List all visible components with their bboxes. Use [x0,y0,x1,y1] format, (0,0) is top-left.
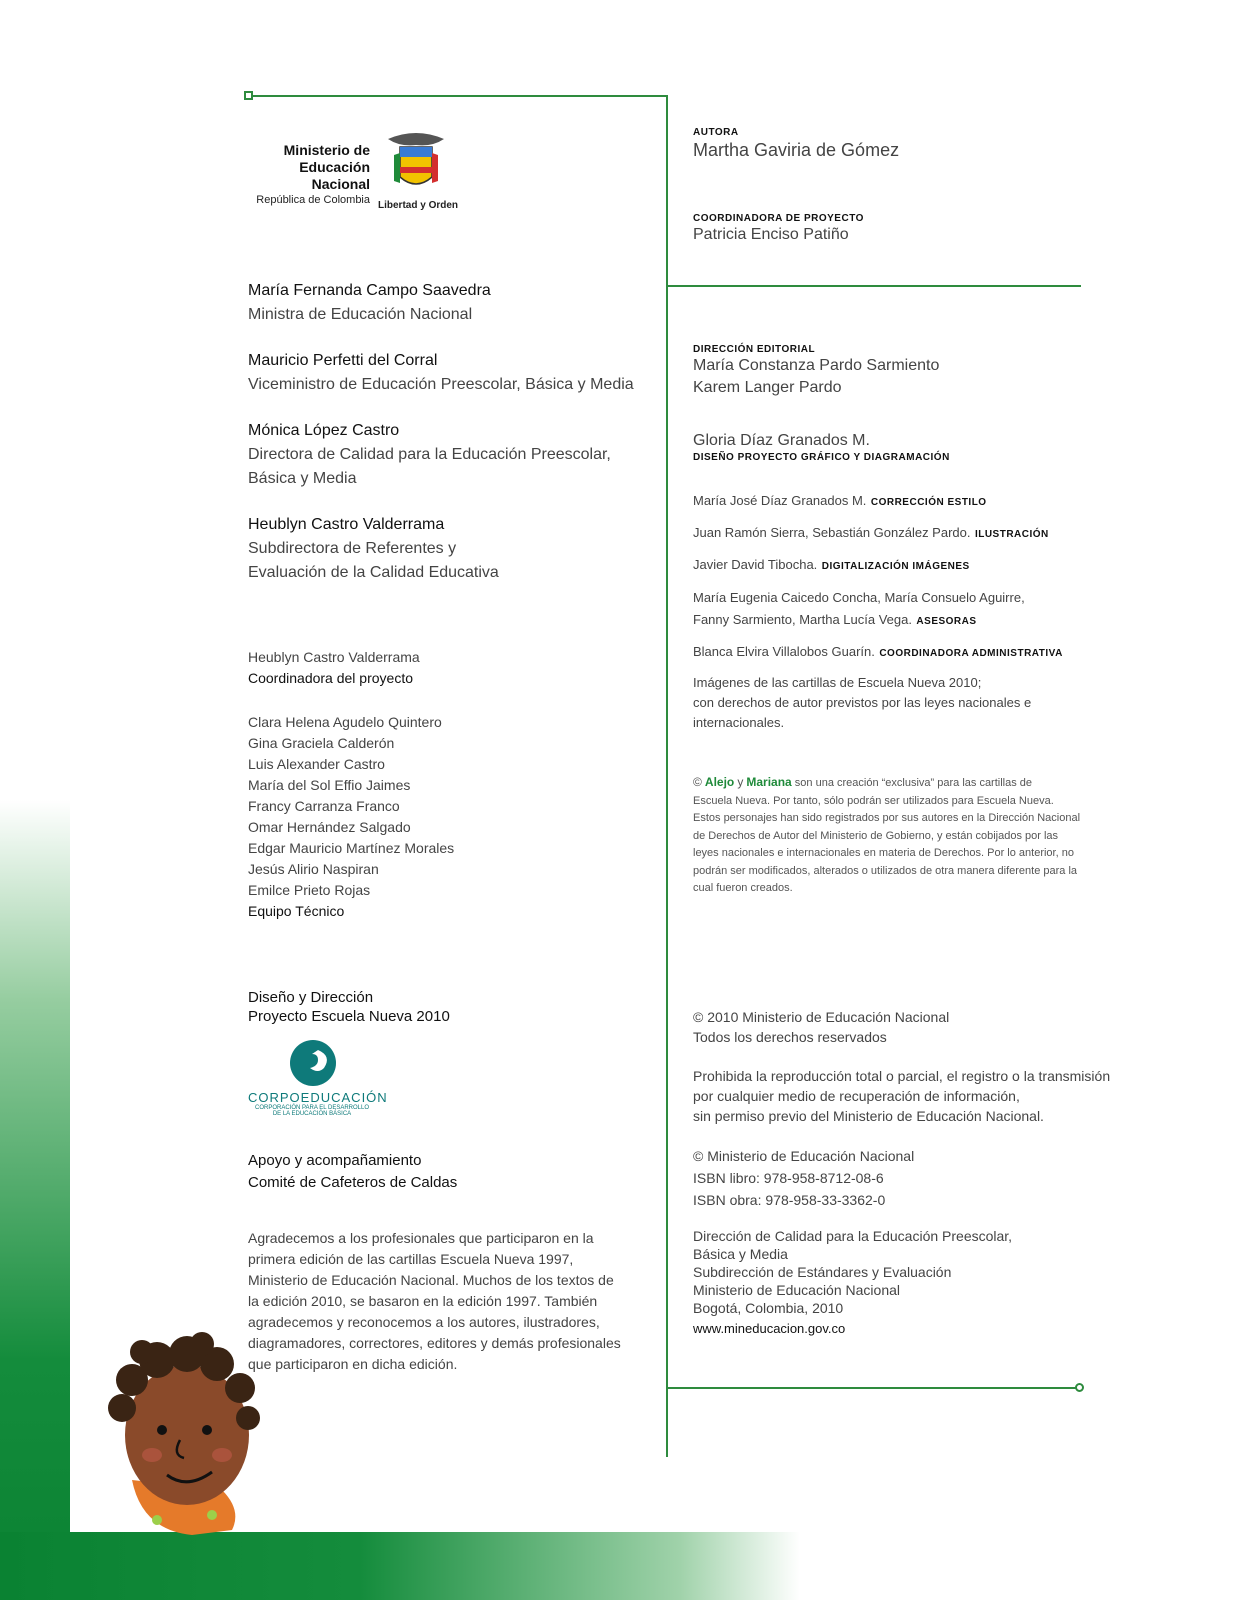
thanks-line: Ministerio de Educación Nacional. Muchos de los textos de [248,1272,614,1288]
grafico-name: Gloria Díaz Granados M. [693,432,870,449]
prohibition-line: sin permiso previo del Ministerio de Educación Nacional. [693,1108,1044,1124]
team-member: Omar Hernández Salgado [248,819,411,835]
coordinadora-name: Patricia Enciso Patiño [693,226,849,243]
official-role-cont: Evaluación de la Calidad Educativa [248,564,499,581]
isbn-line2: ISBN libro: 978-958-8712-08-6 [693,1170,884,1186]
official-name: Heublyn Castro Valderrama [248,516,445,533]
official-1 [248,279,648,349]
corpo-sub2: DE LA EDUCACIÓN BÁSICA [272,1111,352,1117]
support-line1: Apoyo y acompañamiento [248,1152,422,1169]
corpo-swirl-icon [288,1038,338,1088]
ministry-line1: Ministerio de [283,142,370,158]
coordinadora-label: COORDINADORA DE PROYECTO [693,213,864,224]
autora-name: Martha Gaviria de Gómez [693,140,900,160]
team-member: Edgar Mauricio Martínez Morales [248,840,455,856]
thanks-line: Agradecemos a los profesionales que participaron en la [248,1230,594,1246]
legal-line: Estos personajes han sido registrados por sus autores en la Dirección Nacional [693,812,1081,824]
design-line1: Diseño y Dirección [248,989,374,1006]
isbn-line3: ISBN obra: 978-958-33-3362-0 [693,1192,886,1208]
official-role-cont: Básica y Media [248,470,357,487]
official-3 [248,419,648,513]
credits-list [693,490,1049,586]
official-name: Mónica López Castro [248,422,400,439]
asesoras-label: ASESORAS [916,616,977,627]
website-link[interactable]: www.mineducacion.gov.co [693,1321,846,1336]
address-block [693,1227,1012,1341]
address-line: Básica y Media [693,1246,788,1262]
address-line: Ministerio de Educación Nacional [693,1282,900,1298]
legal-mariana: Mariana [746,775,792,789]
official-name: Mauricio Perfetti del Corral [248,352,438,369]
team-member: Emilce Prieto Rojas [248,882,371,898]
credit-label: CORRECCIÓN ESTILO [870,497,987,508]
legal-y: y [737,775,744,789]
design-block [248,988,450,1026]
credit-item [693,522,1049,554]
legal-first-line [693,774,1088,793]
credit-text: María José Díaz Granados M. [693,493,867,508]
credit-label: ILUSTRACIÓN [974,529,1049,540]
address-line: Bogotá, Colombia, 2010 [693,1300,844,1316]
corpo-name: CORPOEDUCACIÓN [248,1090,388,1105]
admin-block [693,641,1063,663]
asesoras-line2: Fanny Sarmiento, Martha Lucía Vega. [693,612,912,627]
thanks-paragraph [248,1228,648,1375]
grafico-label: DISEÑO PROYECTO GRÁFICO Y DIAGRAMACIÓN [693,452,950,463]
green-gradient-bottom [0,1532,800,1600]
support-line2: Comité de Cafeteros de Caldas [248,1174,458,1191]
rights-line1: © 2010 Ministerio de Educación Nacional [693,1009,950,1025]
team-member: Gina Graciela Calderón [248,735,395,751]
prohibition-line: por cualquier medio de recuperación de información, [693,1088,1020,1104]
prohibition-block [693,1066,1110,1126]
design-line2: Proyecto Escuela Nueva 2010 [248,1008,450,1025]
thanks-line: primera edición de las cartillas Escuela Nueva 1997, [248,1251,574,1267]
credit-text: Juan Ramón Sierra, Sebastián González Pardo. [693,525,971,540]
address-line: Dirección de Calidad para la Educación Preescolar, [693,1228,1013,1244]
address-line: Subdirección de Estándares y Evaluación [693,1264,952,1280]
credit-item [693,554,1049,586]
green-gradient-left [0,800,70,1600]
autora-block [693,127,899,161]
official-4 [248,513,648,585]
officials-list [248,279,648,585]
team-member: María del Sol Effio Jaimes [248,777,411,793]
coat-of-arms-icon [380,125,452,205]
images-note-line: internacionales. [693,715,785,730]
characters-legal [693,774,1088,898]
official-role: Directora de Calidad para la Educación Preescolar, [248,446,611,463]
admin-text: Blanca Elvira Villalobos Guarín. [693,644,875,659]
ministry-motto: Libertad y Orden [378,200,459,211]
official-2 [248,349,648,419]
legal-alejo: Alejo [704,775,735,789]
rights-block [693,1007,949,1047]
team-list [248,712,454,922]
corpo-sub1: CORPORACIÓN PARA EL DESARROLLO [254,1105,370,1111]
editorial-label: DIRECCIÓN EDITORIAL [693,344,816,355]
team-member: Clara Helena Agudelo Quintero [248,714,442,730]
rights-line2: Todos los derechos reservados [693,1029,887,1045]
editorial-block [693,344,939,399]
support-block [248,1150,457,1194]
thanks-line: diagramadores, correctores, editores y demás profesionales [248,1335,621,1351]
official-role: Ministra de Educación Nacional [248,306,473,323]
ministry-logo [240,142,370,208]
coordinadora-block [693,213,864,246]
coordinator-role: Coordinadora del proyecto [248,670,413,686]
team-label: Equipo Técnico [248,903,345,919]
team-member: Luis Alexander Castro [248,756,385,772]
thanks-line: agradecemos y reconocemos a los autores, ilustradores, [248,1314,600,1330]
isbn-line1: © Ministerio de Educación Nacional [693,1148,915,1164]
coordinator-name: Heublyn Castro Valderrama [248,649,420,665]
legal-line: podrán ser modificados, alterados o utilizados de otra manera diferente para la [693,864,1078,877]
editorial-name1: María Constanza Pardo Sarmiento [693,357,940,374]
admin-label: COORDINADORA ADMINISTRATIVA [879,648,1063,659]
official-name: María Fernanda Campo Saavedra [248,282,491,299]
credit-text: Javier David Tibocha. [693,557,818,572]
grafico-block [693,430,950,463]
thanks-line: la edición 2010, se basaron en la edición 1997. También [248,1293,598,1309]
ministry-line2: Educación Nacional [299,159,370,192]
legal-line: Escuela Nueva. Por tanto, sólo podrán ser utilizados para Escuela Nueva. [693,794,1054,807]
credit-item [693,490,1049,522]
corpoeducacion-logo [248,1038,388,1117]
autora-label: AUTORA [693,127,739,138]
editorial-name2: Karem Langer Pardo [693,379,842,396]
thanks-line: que participaron en dicha edición. [248,1356,458,1372]
ministry-line3: República de Colombia [256,194,370,206]
team-member: Jesús Alirio Naspiran [248,861,379,877]
child-character-illustration [72,1330,262,1540]
legal-line: leyes nacionales e internacionales en materia de Derechos. Por lo anterior, no [693,847,1074,859]
prohibition-line: Prohibida la reproducción total o parcial, el registro o la transmisión [693,1068,1111,1084]
isbn-block [693,1145,914,1211]
official-role: Viceministro de Educación Preescolar, Básica y Media [248,376,634,393]
coordinator-block [248,647,420,689]
legal-line: cual fueron creados. [693,882,793,894]
asesoras-block [693,587,1025,631]
credit-label: DIGITALIZACIÓN IMÁGENES [821,561,970,572]
images-note [693,673,1031,733]
images-note-line: con derechos de autor previstos por las leyes nacionales e [693,695,1032,710]
team-member: Francy Carranza Franco [248,798,400,814]
legal-copyright: © [693,775,702,789]
legal-first-rest: son una creación “exclusiva” para las cartillas de [794,777,1033,789]
official-role: Subdirectora de Referentes y [248,540,457,557]
images-note-line: Imágenes de las cartillas de Escuela Nueva 2010; [693,675,982,690]
asesoras-line1: María Eugenia Caicedo Concha, María Consuelo Aguirre, [693,590,1025,605]
legal-line: de Derechos de Autor del Ministerio de Gobierno, y están cobijados por las [693,829,1059,842]
